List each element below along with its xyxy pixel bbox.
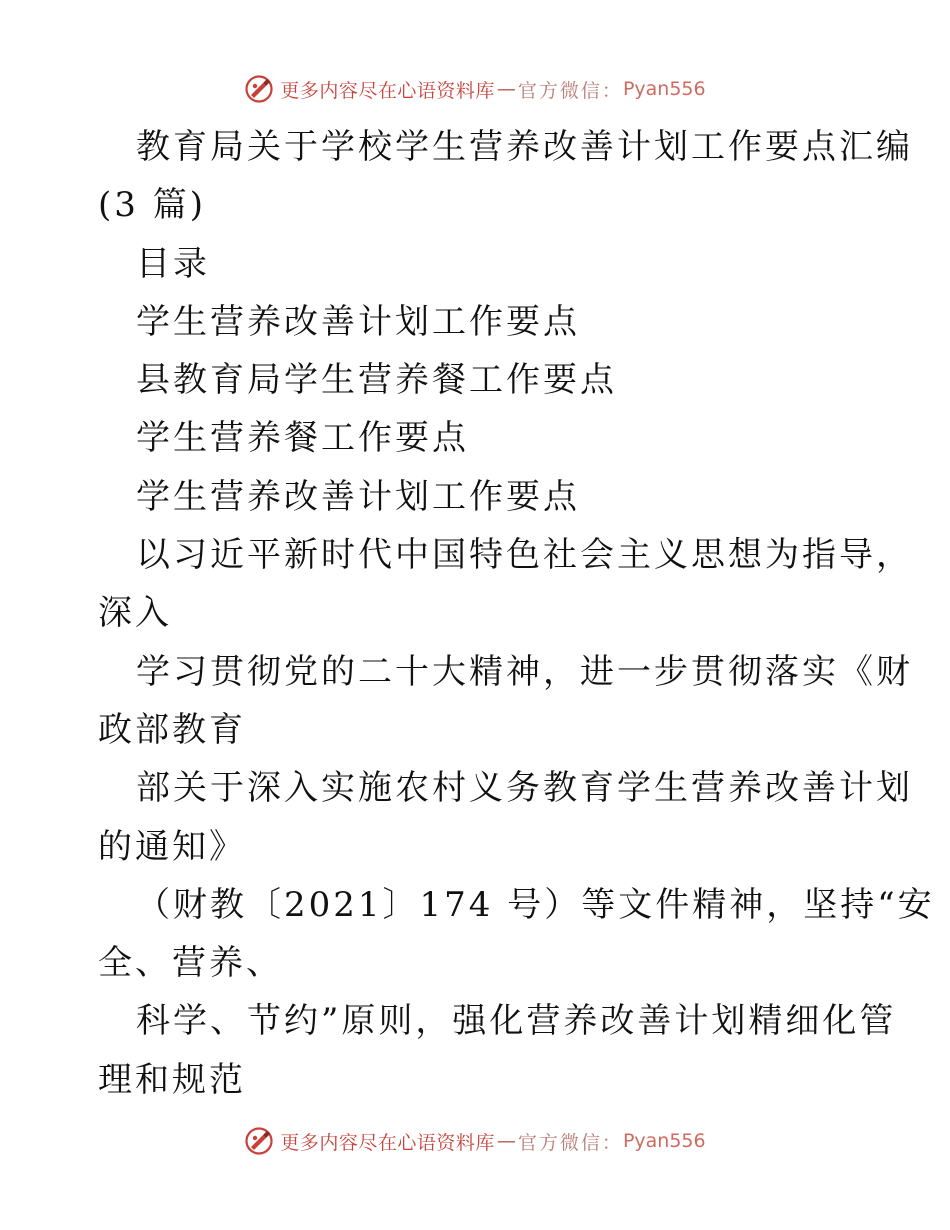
body-line: 深入 <box>98 593 172 634</box>
body-line: （财教〔2021〕174 号）等文件精神，坚持“安 <box>136 884 935 925</box>
toc-item: 县教育局学生营养餐工作要点 <box>136 360 617 401</box>
watermark-wechat-label: 官方微信： <box>517 79 623 102</box>
watermark-wechat-id: Pyan556 <box>622 78 706 100</box>
body-line: 学习贯彻党的二十大精神，进一步贯彻落实《财 <box>136 651 913 692</box>
watermark-wechat-id: Pyan556 <box>622 1130 706 1152</box>
body-line: 理和规范 <box>98 1059 246 1100</box>
body-line: 全、营养、 <box>98 943 283 984</box>
body-line: 部关于深入实施农村义务教育学生营养改善计划 <box>136 768 913 809</box>
watermark-dash: — <box>496 1130 516 1152</box>
watermark-dash: — <box>496 78 516 100</box>
watermark-brand-text: 更多内容尽在心语资料库 <box>280 1131 495 1154</box>
header-watermark <box>0 72 950 106</box>
toc-heading: 目录 <box>136 243 210 284</box>
brand-logo-icon <box>244 1126 274 1156</box>
body-line: 科学、节约”原则，强化营养改善计划精细化管 <box>136 1001 897 1042</box>
doc-title-count: (3 篇) <box>98 185 206 226</box>
doc-title: 教育局关于学校学生营养改善计划工作要点汇编 <box>136 127 913 167</box>
toc-item: 学生营养餐工作要点 <box>136 418 469 459</box>
toc-item: 学生营养改善计划工作要点 <box>136 301 580 342</box>
brand-logo-icon <box>244 74 274 104</box>
watermark-brand-text: 更多内容尽在心语资料库 <box>280 79 495 102</box>
footer-watermark <box>0 1124 950 1158</box>
section-heading: 学生营养改善计划工作要点 <box>136 476 580 517</box>
document-body <box>98 118 935 1109</box>
watermark-wechat-label: 官方微信： <box>517 1131 623 1154</box>
body-line: 政部教育 <box>98 709 246 750</box>
body-line: 以习近平新时代中国特色社会主义思想为指导， <box>136 535 913 576</box>
body-line: 的通知》 <box>98 826 246 867</box>
